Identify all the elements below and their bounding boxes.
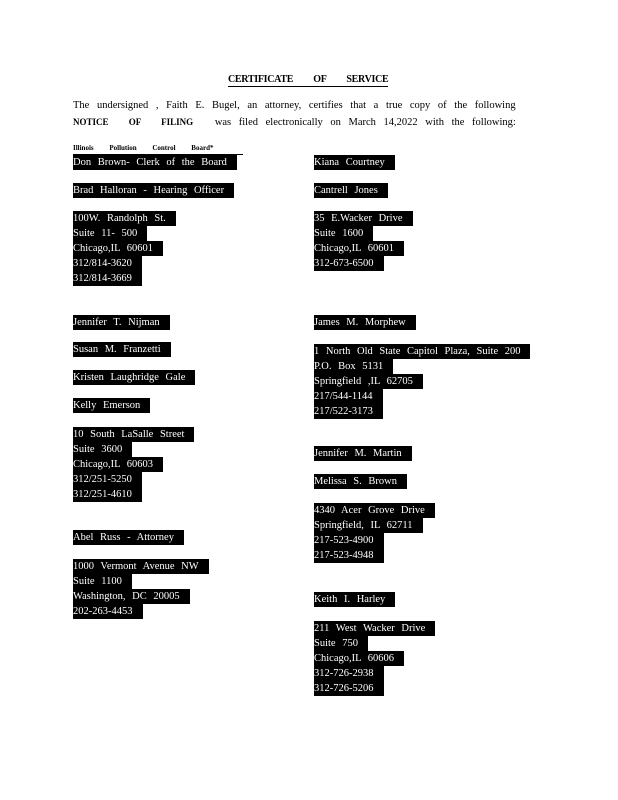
address-line: Chicago,IL 60601 [73,241,163,256]
group2-name-4 [73,398,150,413]
group2-name-2 [73,342,171,357]
group2-name-1 [73,315,170,330]
phone-line: 312/814-3620 [73,256,142,271]
address-line: Suite 750 [314,636,368,651]
address-line: 4340 Acer Grove Drive [314,503,435,518]
person-name: Susan M. Franzetti [73,342,171,357]
person-name: Jennifer T. Nijman [73,315,170,330]
intro-line-2-rest: was filed electronically on March 14,2022 with the following: [214,117,516,128]
board-label: Illinois Pollution Control Board* [73,144,214,152]
intro-line-2 [73,117,516,128]
right-name-5 [314,592,395,607]
address-line: Suite 1100 [73,574,132,589]
address-line: Springfield, IL 62711 [314,518,423,533]
phone-line: 217/544-1144 [314,389,383,404]
right-name-4a [314,446,412,461]
person-name: Kelly Emerson [73,398,150,413]
right-address-2 [314,344,530,419]
right-name-2 [314,183,388,198]
person-name: Melissa S. Brown [314,474,407,489]
right-address-4 [314,503,435,563]
board-clerk [73,155,237,170]
intro-line-1: The undersigned , Faith E. Bugel, an attorney, certifies that a true copy of the following [73,100,516,111]
address-line: Suite 1600 [314,226,373,241]
address-line: Suite 3600 [73,442,132,457]
right-name-3 [314,315,416,330]
phone-line: 312-673-6500 [314,256,384,271]
page-title: CERTIFICATE OF SERVICE [228,74,389,85]
phone-line: 312/251-5250 [73,472,142,487]
group3-name [73,530,184,545]
group2-address [73,427,194,502]
address-line: Chicago,IL 60603 [73,457,163,472]
person-name: James M. Morphew [314,315,416,330]
person-name: Kiana Courtney [314,155,395,170]
person-name: Cantrell Jones [314,183,388,198]
phone-line: 312/251-4610 [73,487,142,502]
right-address-1 [314,211,413,271]
address-line: Chicago,IL 60606 [314,651,404,666]
person-name: Kristen Laughridge Gale [73,370,195,385]
address-line: 100W. Randolph St. [73,211,176,226]
address-line: P.O. Box 5131 [314,359,393,374]
notice-of-filing-label: NOTICE OF FILING [73,117,194,127]
board-address [73,211,176,286]
address-line: Springfield ,IL 62705 [314,374,423,389]
board-clerk-name: Don Brown- Clerk of the Board [73,155,237,170]
person-name: Abel Russ - Attorney [73,530,184,545]
phone-line: 312-726-5206 [314,681,384,696]
right-name-4b [314,474,407,489]
address-line: 10 South LaSalle Street [73,427,194,442]
right-address-5 [314,621,435,696]
phone-line: 312/814-3669 [73,271,142,286]
right-name-1 [314,155,395,170]
phone-line: 217/522-3173 [314,404,383,419]
hearing-officer [73,183,234,198]
group2-name-3 [73,370,195,385]
phone-line: 217-523-4900 [314,533,384,548]
person-name: Keith I. Harley [314,592,395,607]
group3-address [73,559,209,619]
phone-line: 217-523-4948 [314,548,384,563]
address-line: 35 E.Wacker Drive [314,211,413,226]
address-line: Washington, DC 20005 [73,589,190,604]
address-line: Chicago,IL 60601 [314,241,404,256]
address-line: 1 North Old State Capitol Plaza, Suite 200 [314,344,530,359]
address-line: 1000 Vermont Avenue NW [73,559,209,574]
hearing-officer-name: Brad Halloran - Hearing Officer [73,183,234,198]
phone-line: 312-726-2938 [314,666,384,681]
address-line: 211 West Wacker Drive [314,621,435,636]
address-line: Suite 11- 500 [73,226,147,241]
phone-line: 202-263-4453 [73,604,143,619]
person-name: Jennifer M. Martin [314,446,412,461]
